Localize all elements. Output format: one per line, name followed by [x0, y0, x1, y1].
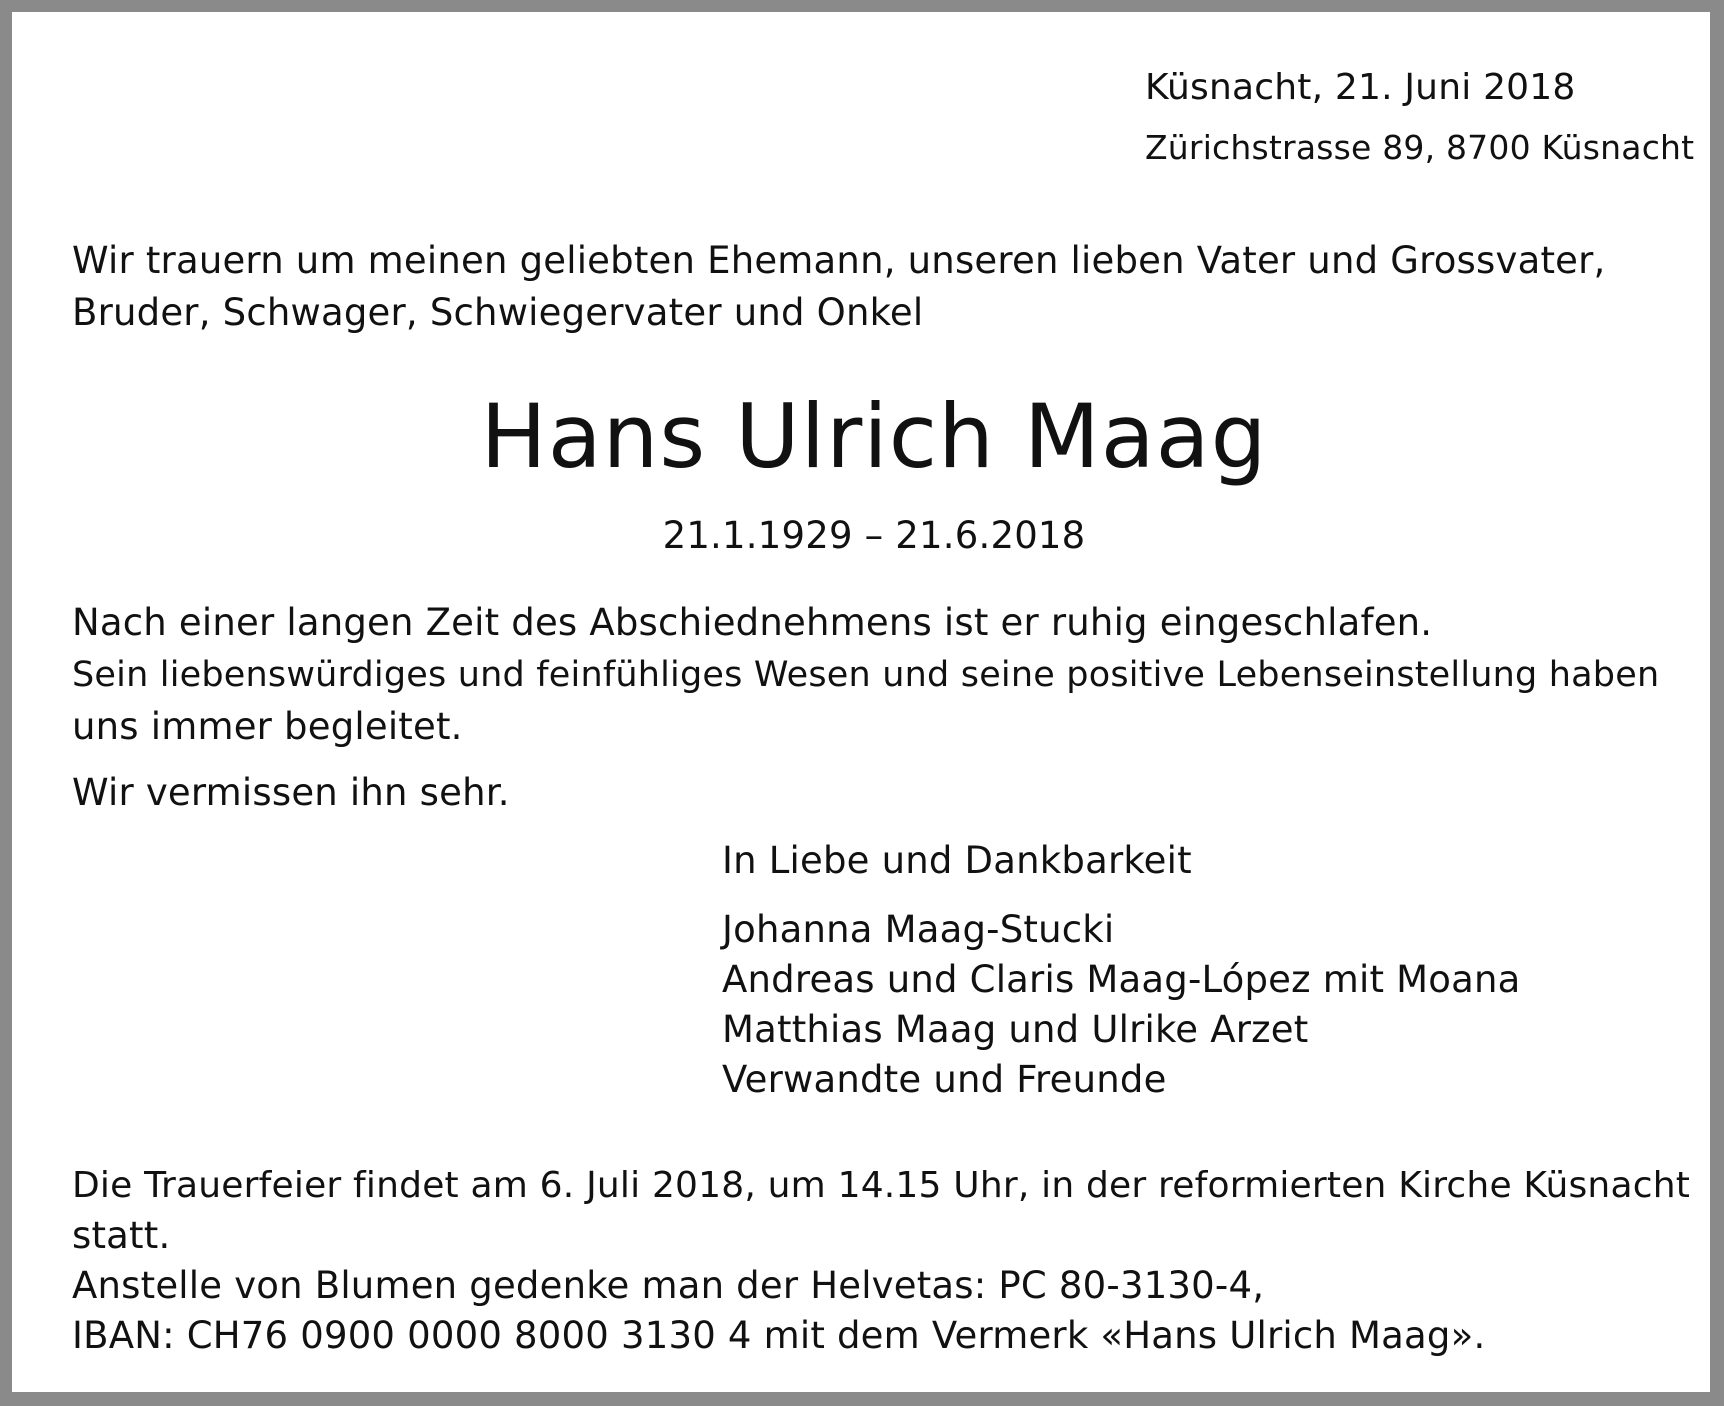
message-line-1: Nach einer langen Zeit des Abschiednehmens ist er ruhig eingeschlafen.: [72, 601, 1433, 644]
message-line-2: Sein liebenswürdiges und feinfühliges Wesen und seine positive Lebenseinstellung haben: [72, 655, 1660, 695]
mourner-name: Matthias Maag und Ulrike Arzet: [722, 1008, 1309, 1051]
intro-line-1: Wir trauern um meinen geliebten Ehemann, unseren lieben Vater und Grossvater,: [72, 239, 1606, 282]
mourner-name: Johanna Maag-Stucki: [722, 908, 1115, 951]
mourner-name: Verwandte und Freunde: [722, 1058, 1167, 1101]
donation-line-2: IBAN: CH76 0900 0000 8000 3130 4 mit dem Vermerk «Hans Ulrich Maag».: [72, 1314, 1486, 1357]
life-dates: 21.1.1929 – 21.6.2018: [662, 514, 1086, 557]
place-date: Küsnacht, 21. Juni 2018: [1145, 67, 1576, 108]
message-line-3: uns immer begleitet.: [72, 705, 463, 748]
closing-line: In Liebe und Dankbarkeit: [722, 839, 1192, 882]
funeral-line-1: Die Trauerfeier findet am 6. Juli 2018, um 14.15 Uhr, in der reformierten Kirche Küsnacht: [72, 1165, 1691, 1206]
intro-line-2: Bruder, Schwager, Schwiegervater und Onkel: [72, 291, 924, 334]
message-line-4: Wir vermissen ihn sehr.: [72, 771, 510, 814]
mourner-name: Andreas und Claris Maag-López mit Moana: [722, 958, 1521, 1001]
donation-line-1: Anstelle von Blumen gedenke man der Helvetas: PC 80-3130-4,: [72, 1264, 1265, 1307]
deceased-name: Hans Ulrich Maag: [480, 385, 1268, 488]
address: Zürichstrasse 89, 8700 Küsnacht: [1145, 128, 1695, 167]
funeral-line-2: statt.: [72, 1214, 171, 1257]
